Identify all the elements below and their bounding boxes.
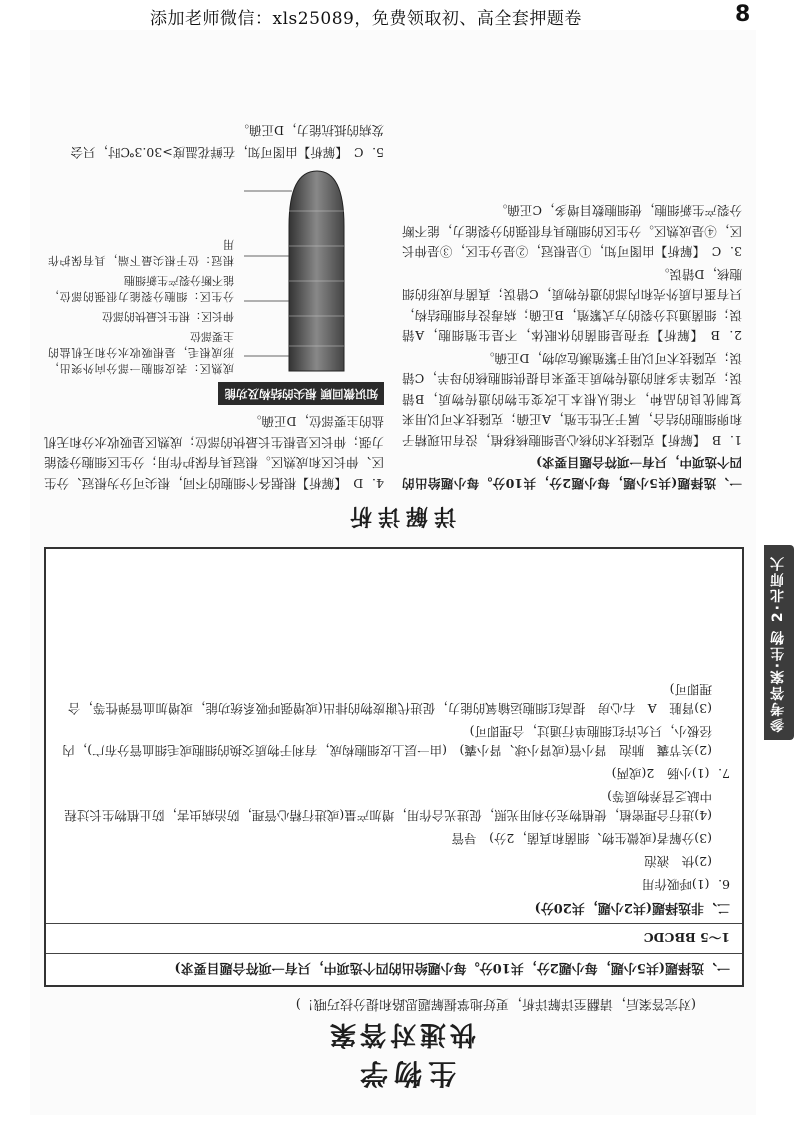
q6-line-3: (3)分解者(或微生物、细菌和真菌，2分) 导管 — [451, 831, 712, 846]
detail-q5-cont: 发病的抵抗能力，D正确。 — [236, 123, 384, 138]
root-tip-figure — [44, 167, 384, 377]
detail-q5: 5．C 【解析】由图可知，在鲜花温度>30.3℃时，只会 — [70, 145, 384, 161]
note-maturation-zone: 成熟区：表皮细胞一部分向外突出，形成根毛，是根吸收水分和无机盐的主要部位 — [48, 330, 234, 376]
detail-q4: 4．D 【解析】根据各个细胞的不同，根尖可分为根冠、分生区、伸长区和成熟区。根冠具有保护作用；分生区细胞分裂能力强；伸长区是根生长最快的部位；成熟区是吸收水分和无机盐的主要部位，D正确。 — [44, 414, 384, 491]
detail-title: 详解详析 — [343, 503, 456, 529]
note-root-cap: 根冠：位于根尖最下端，具有保护作用 — [48, 238, 234, 268]
tip-note: (对完答案后，请翻至详解详析，更好地掌握解题思路和提分技巧哦！) — [295, 996, 696, 1011]
q6-line-1: 6．(1)呼吸作用 — [641, 877, 730, 892]
scanned-page — [30, 30, 756, 1115]
detail-left-column — [402, 198, 742, 493]
q7-line-1: 7．(1)小肠 2(或两) — [611, 766, 730, 781]
box-divider — [46, 953, 742, 954]
watermark-text: 添加老师微信：xls25089，免费领取初、高全套押题卷 — [150, 9, 582, 29]
side-tab — [756, 545, 800, 745]
box-divider — [46, 923, 742, 924]
q7-line-2: (2)关节囊 肺泡 肾小管(或肾小球、肾小囊) (由一层上皮细胞构成，有利于物质交换的细胞或毛细血管分布广)，内径极小，只允许红细胞单行通过，合理即可) — [62, 724, 712, 758]
watermark-banner — [0, 0, 800, 30]
detail-q1: 1．B 【解析】克隆技术的核心是细胞核移植，没有出现精子和卵细胞的结合，属于无性生殖，A正确；克隆技术可以用来复制优良的品种，不能从根本上改变生物的遗传物质，B错误；克隆羊多莉的遗传物质主要来自提供细胞核的母羊，C错误；克隆技术可以用于繁殖濒危动物，D正确。 — [402, 351, 742, 448]
quick-answer-box — [44, 547, 744, 987]
page-number: 8 — [735, 2, 751, 27]
root-tip-illustration — [244, 167, 384, 377]
subject-title: 生物学 — [353, 1057, 456, 1090]
quick-sec2-title: 二、非选择题(共2小题，共20分) — [534, 900, 730, 915]
note-elongation-zone: 伸长区：根生长最快的部位 — [102, 310, 234, 324]
quick-sec1-answers: 1～5 BBCDC — [643, 930, 730, 945]
knowledge-review-bar: 知识微回顾 根尖的结构及功能 — [218, 383, 384, 406]
detail-q3: 3．C 【解析】由图可知，①是根冠，②是分生区，③是伸长区，④是成熟区。分生区的细胞具有很强的分裂能力，能不断分裂产生新细胞，使细胞数目增多，C正确。 — [402, 203, 742, 260]
detail-sec1-title: 一、选择题(共5小题，每小题2分，共10分。每小题给出的四个选项中，只有一项符合题目要求) — [402, 455, 742, 491]
root-tip-notes — [48, 233, 234, 377]
detail-right-column — [44, 118, 384, 494]
q6-line-2: (2)快 液泡 — [644, 854, 712, 869]
side-tab-label: 参考答案·生物 2·北师大 — [770, 555, 786, 733]
quick-sec1-title: 一、选择题(共5小题，每小题2分，共10分。每小题给出的四个选项中，只有一项符合题目要求) — [174, 960, 730, 975]
page-title: 快速对答案 — [325, 1019, 476, 1049]
detail-q2: 2．B 【解析】芽孢是细菌的休眠体，不是生殖细胞，A错误；细菌通过分裂的方式繁殖，B正确；病毒没有细胞结构，只有蛋白质外壳和内部的遗传物质，C错误；真菌有成形的细胞核，D错误。 — [402, 267, 742, 344]
q7-line-3: (3)肾脏 A 右心房 提高红细胞运输氧的能力，促进代谢废物的排出(或增强呼吸系统功能，或增加血管弹性等，合理即可) — [67, 682, 712, 716]
q6-line-4: (4)进行合理密植，使植物充分利用光照，促进光合作用，增加产量(或进行精心管理，防治病虫害，防止植物生长过程中缺乏营养物质等) — [64, 789, 712, 823]
note-meristem-zone: 分生区：细胞分裂能力很强的部位，能不断分裂产生新细胞 — [48, 274, 234, 304]
